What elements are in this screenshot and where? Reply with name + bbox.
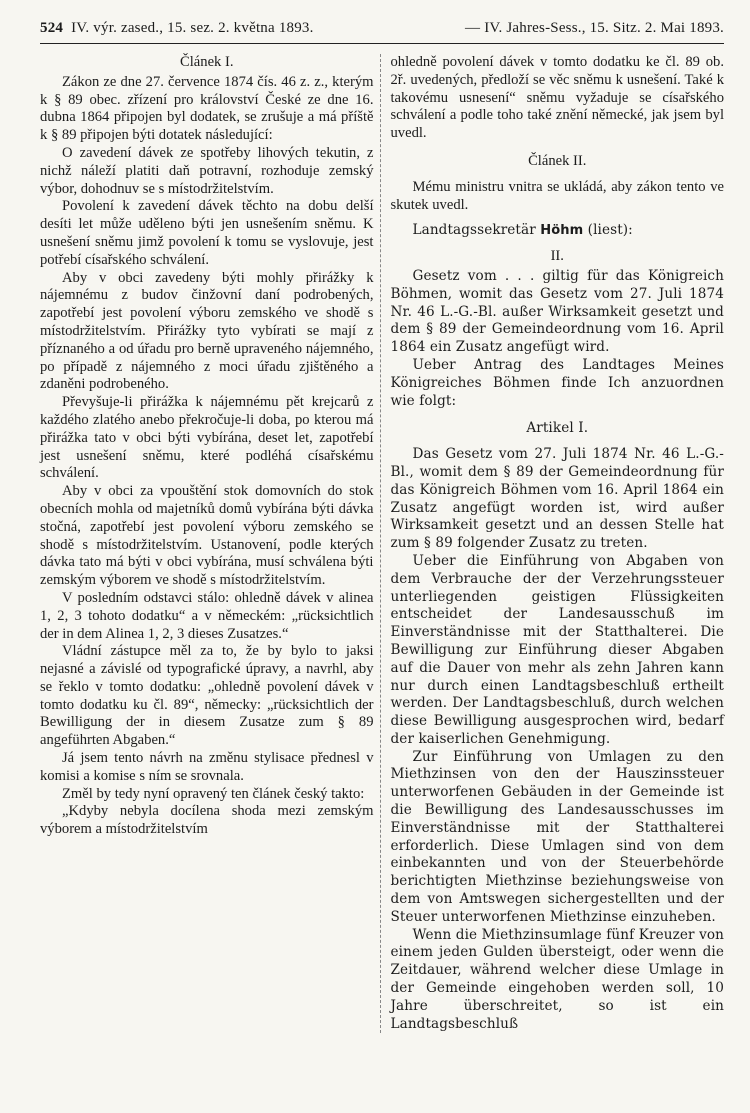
paragraph: Povolení k zavedení dávek těchto na dobu delší desíti let může uděleno býti jen usnešením sněmu. K usnešení sněmu jimž povolení k tomu se vyslovuje, jest potřebí císařského schválení. (40, 198, 374, 268)
right-column (381, 54, 725, 1033)
page-header (40, 20, 724, 44)
article-2-heading: Článek II. (528, 152, 587, 169)
speaker-role: Landtagssekretär (412, 222, 536, 239)
paragraph: Wenn die Miethzinsumlage fünf Kreuzer von einem jeden Gulden übersteigt, oder wenn die Zeitdauer, während welcher diese Umlage in der Gemeinde eingehoben werden soll, 10 Jahre überschreitet, so ist ein Landtagsbeschluß (390, 926, 724, 1032)
speaker-name: Höhm (540, 223, 584, 239)
paragraph: ohledně povolení dávek v tomto dodatku ke čl. 89 ob. 2ř. uvedených, předloží se věc sněmu k usnešení. Také k takovému usnesení“ sněmu vyžaduje se císařského schválení a podle toho také znění německé, jak jsem byl uvedl. (390, 54, 724, 142)
header-left (40, 20, 314, 37)
paragraph: O zavedení dávek ze spotřeby lihových tekutin, z nichž náleží platiti daň potravní, rozhoduje zemský výbor, dohodnuv se s místodržitelstvím. (40, 144, 374, 197)
paragraph: Aby v obci zavedeny býti mohly přirážky k nájemnému z budov činžovní daní podrobených, zapotřebí jest povolení výboru zemského ve shodě s místodržitelstvím. Přirážky tyto vybírati se mají z příznaného a od úřadu pro berně upraveného nájemného, po případě z nájemného z moci úřadu zjištěného a zdaněni podrobeného. (40, 269, 374, 393)
article-1-heading: Článek I. (180, 54, 234, 70)
paragraph: Aby v obci za vpouštění stok domovních do stok obecních mohla od majetníků domů vybírána býti dávka stočná, zapotřebí jest povolení výboru zemského se shodě s místodržitelstvím. Ustanovení, podle kterých dávka tato má býti v obci vybírána, musí schválena býti zemským výborem ve shodě s místodržitelstvím. (40, 483, 374, 589)
paragraph: Zákon ze dne 27. července 1874 čís. 46 z. z., kterým k § 89 obec. zřízení pro království České ze dne 16. dubna 1864 připojen byl dodatek, se zrušuje a má příště k § 89 připojen býti dotatek následující: (40, 73, 374, 144)
paragraph: Mému ministru vnitra se ukládá, aby zákon tento ve skutek uvedl. (390, 178, 724, 213)
paragraph: Gesetz vom . . . giltig für das Königreich Böhmen, womit das Gesetz vom 27. Juli 1874 Nr. 46 L.-G.-Bl. außer Wirksamkeit gesetzt und dem § 89 der Gemeindeordnung vom 16. April 1864 ein Zusatz angefügt wird. (390, 267, 724, 356)
header-czech-session: IV. výr. zased., 15. sez. 2. května 1893. (71, 20, 314, 36)
page-number: 524 (40, 20, 64, 36)
paragraph: Změl by tedy nyní opravený ten článek český takto: (62, 785, 365, 802)
paragraph: Já jsem tento návrh na změnu stylisace přednesl v komisi a komise s ním se srovnala. (40, 750, 374, 784)
left-column (40, 54, 380, 1033)
artikel-heading: Artikel I. (526, 420, 589, 437)
header-german-session: — IV. Jahres-Sess., 15. Sitz. 2. Mai 1893. (465, 20, 724, 36)
two-column-body (40, 54, 724, 1033)
paragraph: „Kdyby nebyla docílena shoda mezi zemským výborem a místodržitelstvím (40, 803, 374, 838)
paragraph: Ueber die Einführung von Abgaben von dem Verbrauche der der Verzehrungssteuer unterliegenden geistigen Flüssigkeiten entscheidet der Landesausschuß im Einverständnisse mit der Statthalterei. Die Bewilligung zur Einführung dieser Abgaben auf die Dauer von mehr als zehn Jahren kann nur durch einen Landtagsbeschluß ertheilt werden. Der Landtagsbeschluß, durch welchen diese Bewilligung ausgesprochen wird, bedarf der kaiserlichen Genehmigung. (390, 552, 724, 747)
speaker-line (391, 222, 725, 240)
paragraph: Převyšuje-li přirážka k nájemnému pět krejcarů z každého zlatého anebo překročuje-li doba, po kterou má přirážka tato v obci býti vybírána, deset let, zapotřebí jest usnešení sněmu, které podléhá císařskému schválení. (40, 394, 374, 482)
paragraph: Ueber Antrag des Landtages Meines Königreiches Böhmen finde Ich anzuordnen wie folgt: (390, 356, 724, 409)
paragraph: Vládní zástupce měl za to, že by bylo to jaksi nejasné a závislé od typografické úpravy, a navrhl, aby se řeklo v tomto dodatku: „ohledně povolení dávek v tomto dodatku ku čl. 89“, německy: „rücksichtlich der Bewilligung der in diesem Zusatze zum § 89 angeführten Abgaben.“ (40, 643, 374, 749)
paragraph: V posledním odstavci stálo: ohledně dávek v alinea 1, 2, 3 tohoto dodatku“ a v německém: „rücksichtlich der in dem Alinea 1, 2, 3 dieses Zusatzes.“ (40, 589, 374, 642)
paragraph: Zur Einführung von Umlagen zu den Miethzinsen von den der Hauszinssteuer unterworfenen Gebäuden in der Gemeinde ist die Bewilligung des Landesausschusses im Einverständnisse mit der Statthalterei erforderlich. Diese Umlagen sind von dem einbekannten und von der Steuerbehörde berichtigten Miethzinse beziehungsweise von dem von Amtswegen sichergestellten und der Steuer unterworfenen Miethzinse einzuheben. (390, 748, 724, 925)
paragraph: Das Gesetz vom 27. Juli 1874 Nr. 46 L.-G.-Bl., womit dem § 89 der Gemeindeordnung für das Königreich Böhmen vom 16. April 1864 ein Zusatz angefügt worden ist, wird außer Wirksamkeit gesetzt und an dessen Stelle hat zum § 89 folgender Zusatz zu treten. (390, 446, 724, 552)
roman-heading: II. (550, 248, 564, 265)
speaker-action: (liest): (587, 222, 633, 239)
